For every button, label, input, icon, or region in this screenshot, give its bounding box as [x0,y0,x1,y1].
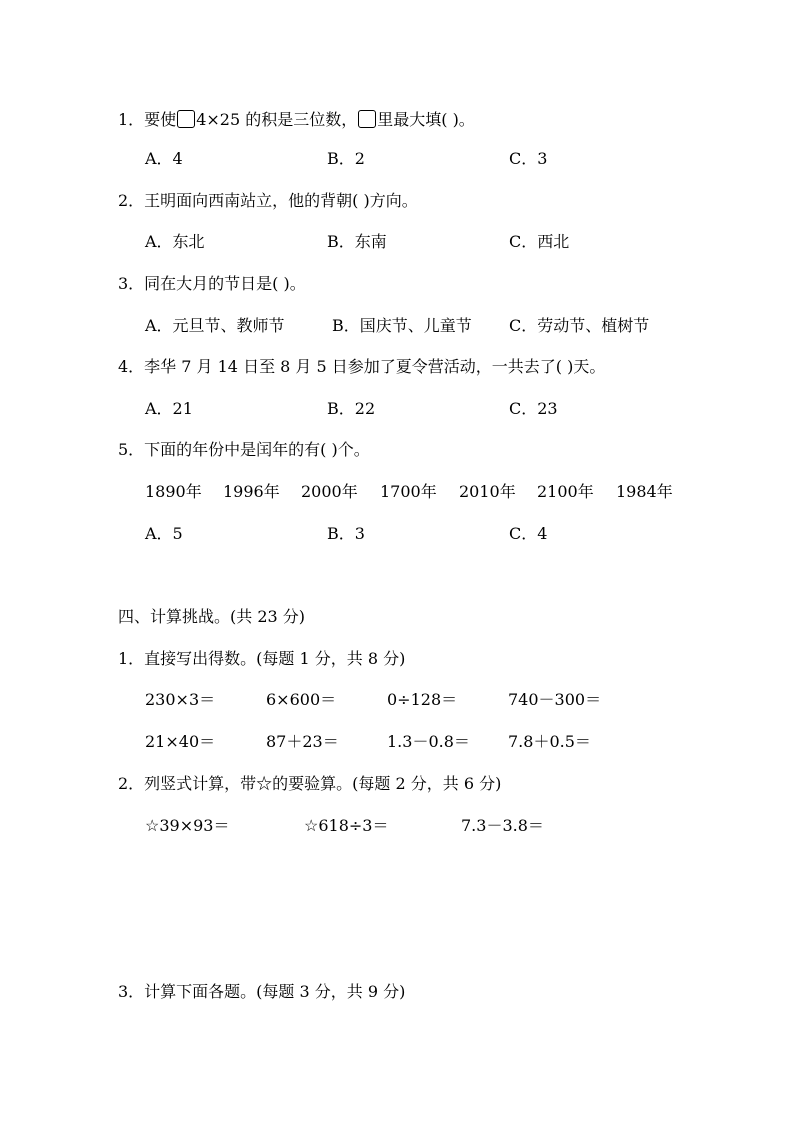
section-title: 四、计算挑战。(共 23 分) [118,607,306,626]
calc-item: 21×40＝ [145,732,216,751]
year-item: 1996年 [223,482,280,501]
option-a: A．5 [145,524,183,543]
calc-item: 6×600＝ [266,690,337,709]
year-item: 1700年 [380,482,437,501]
year-item: 2100年 [537,482,594,501]
year-item: 1984年 [616,482,673,501]
option-c: C．23 [509,399,558,418]
question-4: 4．李华 7 月 14 日至 8 月 5 日参加了夏令营活动，一共去了( )天。 [118,357,606,376]
calc-item: 87＋23＝ [266,732,339,751]
option-b: B．22 [327,399,376,418]
blank-box-icon [177,110,195,128]
option-b: B．2 [327,149,365,168]
option-c: C．劳动节、植树节 [509,316,650,335]
option-b: B．3 [327,524,365,543]
option-c: C．西北 [509,232,570,251]
calc-item: 1.3－0.8＝ [387,732,470,751]
calc-item: 7.3－3.8＝ [461,816,544,835]
calc-item: 0÷128＝ [387,690,458,709]
option-c: C．4 [509,524,548,543]
year-item: 2010年 [459,482,516,501]
question-5: 5．下面的年份中是闰年的有( )个。 [118,440,370,459]
part-1-heading: 1．直接写出得数。(每题 1 分，共 8 分) [118,649,406,668]
blank-box-icon [358,110,376,128]
option-b: B．东南 [327,232,387,251]
part-2-heading: 2．列竖式计算，带☆的要验算。(每题 2 分，共 6 分) [118,774,502,793]
question-1-prefix: 1．要使 [118,110,177,129]
option-a: A．4 [145,149,183,168]
question-3: 3．同在大月的节日是( )。 [118,274,306,293]
year-item: 2000年 [301,482,358,501]
calc-item: ☆618÷3＝ [304,816,389,835]
option-a: A．东北 [145,232,205,251]
calc-item: 7.8＋0.5＝ [508,732,591,751]
calc-item: 230×3＝ [145,690,216,709]
question-1-suffix: 里最大填( )。 [377,110,475,129]
calc-item: 740－300＝ [508,690,602,709]
question-1-mid: 4×25 的积是三位数， [196,110,358,129]
option-a: A．元旦节、教师节 [145,316,285,335]
calc-item: ☆39×93＝ [145,816,230,835]
option-b: B．国庆节、儿童节 [332,316,472,335]
question-1 [118,110,475,130]
option-a: A．21 [145,399,193,418]
year-item: 1890年 [145,482,202,501]
option-c: C．3 [509,149,548,168]
part-3-heading: 3．计算下面各题。(每题 3 分，共 9 分) [118,982,406,1001]
question-2: 2．王明面向西南站立，他的背朝( )方向。 [118,191,418,210]
